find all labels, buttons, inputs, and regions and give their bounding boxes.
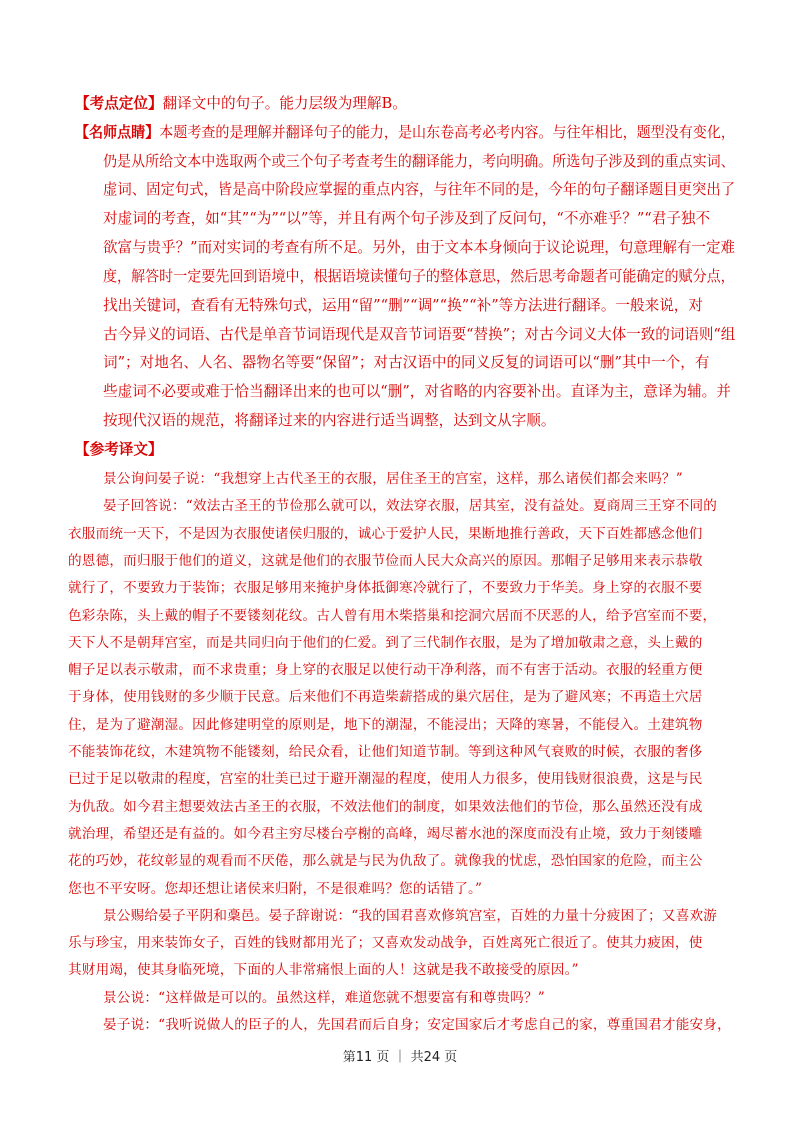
yiwen-line: 景公询问晏子说：“我想穿上古代圣王的衣服，居住圣王的宫室，这样，那么诸侯们都会来吗？” xyxy=(103,471,683,487)
yiwen-line: 您也不平安呀。您却还想让诸侯来归附，不是很难吗？您的话错了。” xyxy=(68,880,483,897)
yiwen-line: 帽子足以表示敬肃，而不求贵重；身上穿的衣服足以使行动干净利落，而不有害于活动。衣服的轻重方便 xyxy=(68,662,703,679)
yiwen-line: 景公说：“这样做是可以的。虽然这样，难道您就不想要富有和尊贵吗？” xyxy=(103,989,545,1006)
mingshi-first-line xyxy=(75,123,735,143)
mingshi-line: 按现代汉语的规范，将翻译过来的内容进行适当调整，达到文从字顺。 xyxy=(103,412,556,429)
mingshi-line: 虚词、固定句式，皆是高中阶段应掌握的重点内容，与往年不同的是，今年的句子翻译题目更突出了 xyxy=(103,181,736,198)
mingshi-line: 度，解答时一定要先回到语境中，根据语境读懂句子的整体意思，然后思考命题者可能确定的赋分点， xyxy=(103,268,735,285)
yiwen-line: 花的巧妙，花纹彰显的观看而不厌倦，那么就是与民为仇敌了。就像我的忧虑，恐怕国家的危险，而主公 xyxy=(68,853,703,870)
yiwen-line: 天下人不是朝拜宫室，而是共同归向于他们的仁爱。到了三代制作衣服，是为了增加敬肃之意，头上戴的 xyxy=(68,634,703,651)
yiwen-line: 就行了，不要致力于装饰；衣服足够用来掩护身体抵御寒冷就行了，不要致力于华美。身上穿的衣服不要 xyxy=(68,580,703,597)
yiwen-line: 为仇敌。如今君主想要效法古圣王的衣服，不效法他们的制度，如果效法他们的节俭，那么虽然还没有成 xyxy=(68,798,703,815)
yiwen-line: 晏子说：“我听说做人的臣子的人，先国君而后自身；安定国家后才考虑自己的家，尊重国君才能安身， xyxy=(103,1017,731,1033)
kaodian-label: 【考点定位】 xyxy=(75,95,163,112)
yiwen-line: 衣服而统一天下，不是因为衣服使诸侯归服的，诚心于爱护人民，果断地推行善政，天下百姓都感念他们 xyxy=(68,525,703,542)
yiwen-line: 已过于足以敬肃的程度，宫室的壮美已过于避开潮湿的程度，使用人力很多，使用钱财很浪费，这是与民 xyxy=(68,771,703,788)
mingshi-line: 些虚词不必要或难于恰当翻译出来的也可以“删”，对省略的内容要补出。直译为主，意译为辅。并 xyxy=(103,383,731,400)
kaodian-text: 翻译文中的句子。能力层级为理解B。 xyxy=(162,95,407,112)
yiwen-heading xyxy=(75,440,163,460)
mingshi-line: 本题考查的是理解并翻译句子的能力，是山东卷高考必考内容。与往年相比，题型没有变化， xyxy=(159,124,735,141)
mingshi-label: 【名师点睛】 xyxy=(75,124,160,141)
page-footer: 第11 页 ｜ 共24 页 xyxy=(342,1050,458,1065)
mingshi-line: 词”；对地名、人名、器物名等要“保留”；对古汉语中的同义反复的词语可以“删”其中一个，有 xyxy=(103,354,710,371)
yiwen-line: 的恩德，而归服于他们的道义，这就是他们的衣服节俭而人民大众高兴的原因。那帽子足够用来表示恭敬 xyxy=(68,552,703,569)
mingshi-line: 找出关键词，查看有无特殊句式，运用“留”“删”“调”“换”“补”等方法进行翻译。一般来说，对 xyxy=(103,297,703,314)
yiwen-label: 【参考译文】 xyxy=(75,441,163,458)
yiwen-line: 色彩杂陈，头上戴的帽子不要镂刻花纹。古人曾有用木柴搭巢和挖洞穴居而不厌恶的人，给予宫室而不要， xyxy=(68,607,717,624)
yiwen-line: 乐与珍宝，用来装饰女子，百姓的钱财都用光了；又喜欢发动战争，百姓离死亡很近了。使其力疲困，使 xyxy=(68,935,703,952)
yiwen-line: 住，是为了避潮湿。因此修建明堂的原则是，地下的潮湿，不能浸出；天降的寒暑，不能侵入。土建筑物 xyxy=(68,716,703,733)
kaodian-line xyxy=(75,94,407,114)
mingshi-line: 古今异义的词语、古代是单音节词语现代是双音节词语要“替换”；对古今词义大体一致的词语则“组 xyxy=(103,326,736,343)
yiwen-line: 于身体，使用钱财的多少顺于民意。后来他们不再造柴薪搭成的巢穴居住，是为了避风寒；不再造土穴居 xyxy=(68,689,703,706)
mingshi-line: 仍是从所给文本中选取两个或三个句子考查考生的翻译能力，考向明确。所选句子涉及到的重点实词、 xyxy=(103,153,735,170)
yiwen-line: 就治理，希望还是有益的。如今君主穷尽楼台亭榭的高峰，竭尽蓄水池的深度而没有止境，致力于刻镂雕 xyxy=(68,825,703,842)
yiwen-line: 其财用竭，使其身临死境，下面的人非常痛恨上面的人！这就是我不敢接受的原因。” xyxy=(68,962,579,979)
yiwen-line: 不能装饰花纹，木建筑物不能镂刻，给民众看，让他们知道节制。等到这种风气衰败的时候，衣服的奢侈 xyxy=(68,744,703,760)
mingshi-line: 欲富与贵乎？”而对实词的考查有所不足。另外，由于文本本身倾向于议论说理，句意理解有一定难 xyxy=(103,239,736,256)
yiwen-line: 景公赐给晏子平阴和稾邑。晏子辞谢说：“我的国君喜欢修筑宫室，百姓的力量十分疲困了；又喜欢游 xyxy=(103,907,718,924)
mingshi-line: 对虚词的考查，如“其”“为”“以”等，并且有两个句子涉及到了反问句，“不亦难乎？”“君子独不 xyxy=(103,210,711,227)
yiwen-line: 晏子回答说：“效法古圣王的节俭那么就可以，效法穿衣服，居其室，没有益处。夏商周三王穿不同的 xyxy=(103,498,718,515)
